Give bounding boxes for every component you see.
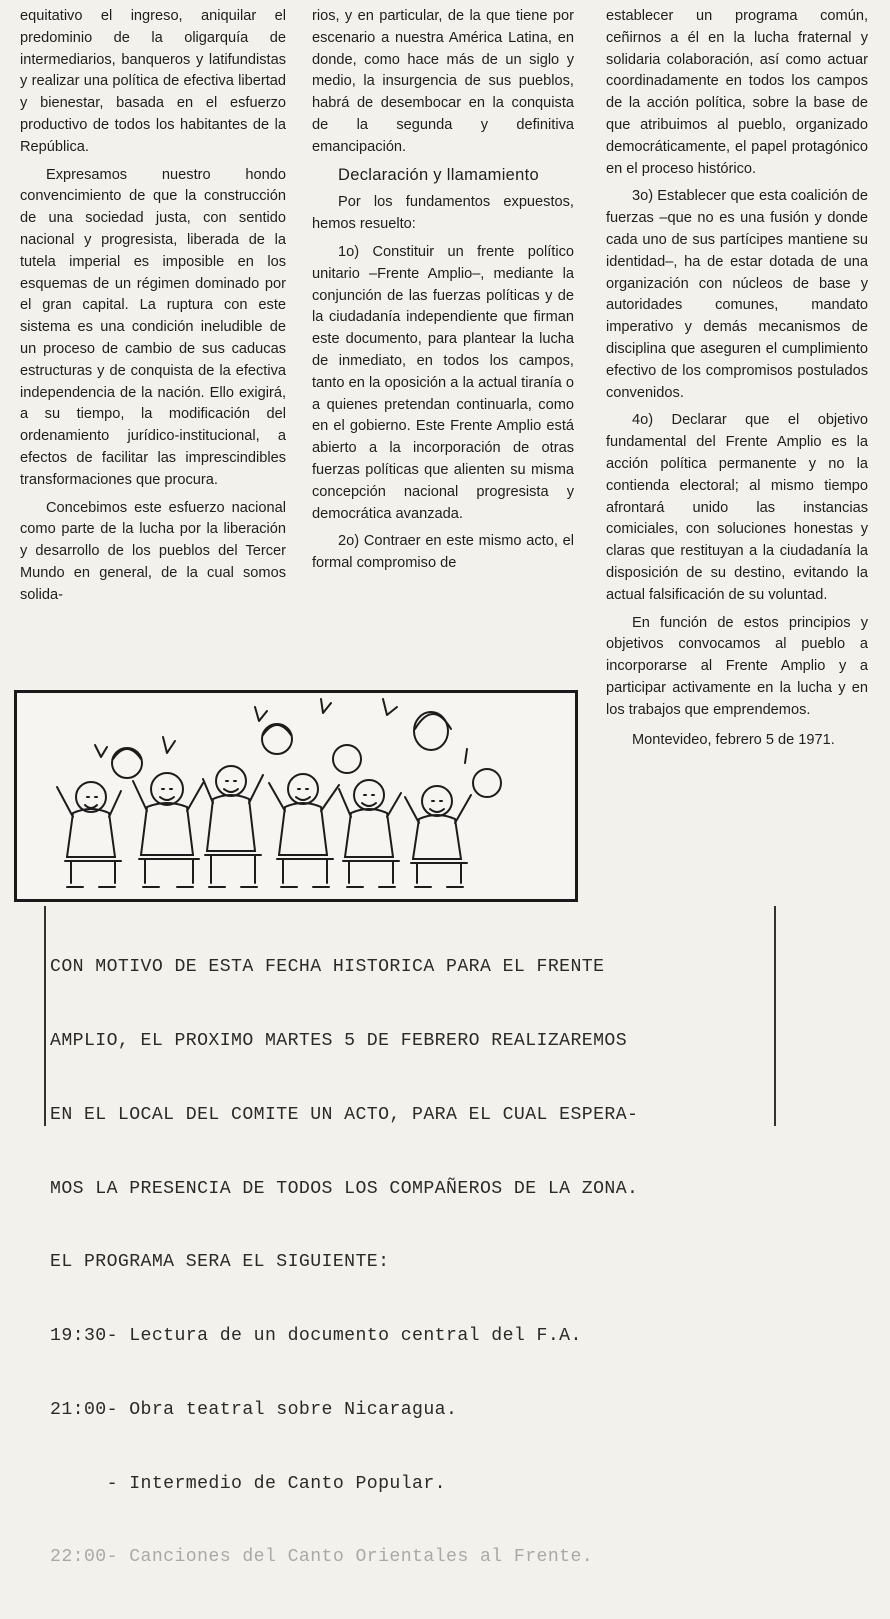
notice-right-rule — [774, 906, 776, 1126]
paragraph: 1o) Constituir un frente político unitario –Frente Amplio–, mediante la conjunción de las fuerzas políticas y de la ciudadanía independiente que firman este documento, para plantear la lucha de inmediato, en todos los campos, tanto en la oposición a la actual tiranía o a quienes pretendan continuarla, como en el gobierno. Este Frente Amplio está abierto a la incorporación de otras fuerzas políticas que alienten su misma concepción nacional progresista y democrática avanzada. — [312, 243, 574, 522]
paragraph: rios, y en particular, de la que tiene por escenario a nuestra América Latina, en donde, como hace más de un siglo y medio, la insurgencia de sus pueblos, habrá de desembocar en la conquista de la segunda y definitiva emancipación. — [312, 8, 574, 155]
paragraph: 3o) Establecer que esta coalición de fuerzas –que no es una fusión y donde cada uno de sus partícipes mantiene su identidad–, ha de estar dotada de una organización con núcleos de base y autoridades comunes, mandato imperativo y demás mecanismos de disciplina que aseguren el cumplimiento efectivo de los compromisos postulados convenidos. — [606, 188, 868, 401]
crowd-cartoon-illustration — [14, 690, 578, 902]
program-item: 21:00- Obra teatral sobre Nicaragua. — [50, 1399, 458, 1420]
program-item: - Intermedio de Canto Popular. — [50, 1473, 446, 1494]
typewritten-notice — [50, 906, 772, 1619]
paragraph: 4o) Declarar que el objetivo fundamental del Frente Amplio es la acción política permanente y no la contienda electoral; al mismo tiempo afrontará unido las instancias comiciales, con soluciones honestas y claras que restituyan a la ciudadanía la disposición de su destino, evitando la actual falsificación de su voluntad. — [606, 412, 868, 603]
text-column-2 — [312, 6, 574, 581]
notice-line: MOS LA PRESENCIA DE TODOS LOS COMPAÑEROS DE LA ZONA. — [50, 1178, 639, 1199]
date-line: Montevideo, febrero 5 de 1971. — [632, 731, 835, 748]
paragraph: 2o) Contraer en este mismo acto, el formal compromiso de — [312, 533, 574, 572]
text-column-3 — [606, 6, 868, 757]
text-column-1 — [20, 6, 286, 613]
section-heading: Declaración y llamamiento — [338, 165, 539, 184]
program-item: 22:00- Canciones del Canto Orientales al Frente. — [50, 1547, 594, 1568]
notice-line: EL PROGRAMA SERA EL SIGUIENTE: — [50, 1252, 390, 1273]
notice-line: AMPLIO, EL PROXIMO MARTES 5 DE FEBRERO REALIZAREMOS — [50, 1030, 628, 1051]
notice-left-rule — [44, 906, 46, 1126]
notice-line: EN EL LOCAL DEL COMITE UN ACTO, PARA EL CUAL ESPERA- — [50, 1104, 639, 1125]
paragraph: Por los fundamentos expuestos, hemos resuelto: — [312, 194, 574, 233]
program-item: 19:30- Lectura de un documento central del F.A. — [50, 1326, 582, 1347]
paragraph: establecer un programa común, ceñirnos a él en la lucha fraternal y solidaria colaboración, así como actuar coordinadamente en todos los campos de la acción política, sobre la base de que atribuimos al pueblo, organizado democráticamente, el papel protagónico en el proceso histórico. — [606, 8, 868, 177]
paragraph: En función de estos principios y objetivos convocamos al pueblo a incorporarse al Frente Amplio y a participar activamente en la lucha y en los trabajos que emprendemos. — [606, 614, 868, 718]
paragraph: Concebimos este esfuerzo nacional como parte de la lucha por la liberación y desarrollo de los pueblos del Tercer Mundo en general, de la cual somos solida- — [20, 499, 286, 603]
paragraph: Expresamos nuestro hondo convencimiento de que la construcción de una sociedad justa, con sentido nacional y progresista, liberada de la tutela imperial es imposible en los esquemas de un régimen dominado por el gran capital. La ruptura con este sistema es una condición ineludible de un proceso de cambio de sus caducas estructuras y de conquista de la efectiva independencia de la nación. Ello exigirá, a su tiempo, la modificación del ordenamiento jurídico-institucional, a efectos de facilitar las imprescindibles transformaciones que procura. — [20, 166, 286, 488]
crowd-drawing — [17, 693, 575, 899]
paragraph: equitativo el ingreso, aniquilar el predominio de la oligarquía de intermediarios, banqueros y latifundistas y realizar una política de efectiva libertad y bienestar, basada en el esfuerzo productivo de todos los habitantes de la República. — [20, 8, 286, 155]
notice-line: CON MOTIVO DE ESTA FECHA HISTORICA PARA EL FRENTE — [50, 957, 605, 978]
